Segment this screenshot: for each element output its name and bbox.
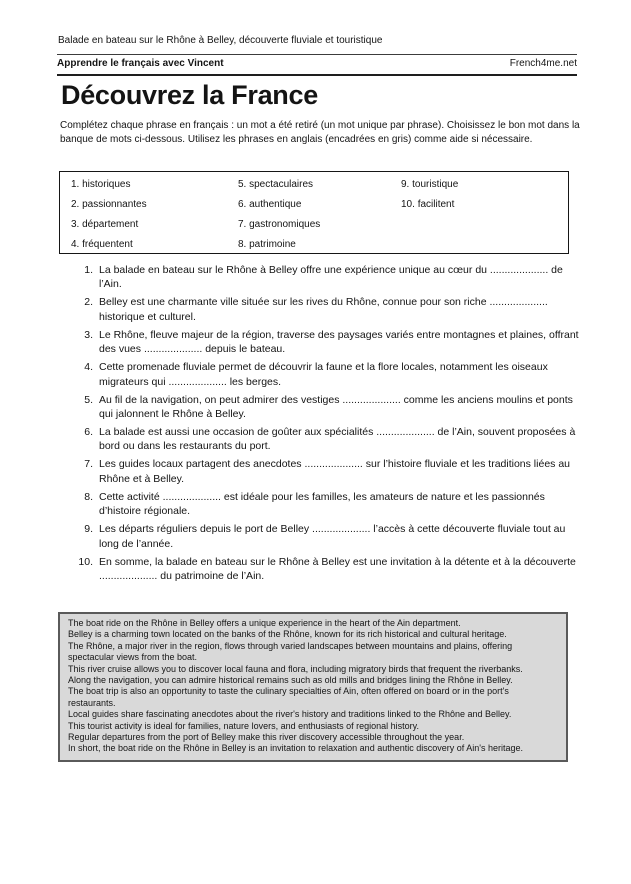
word-bank-item-word: patrimoine — [249, 239, 296, 250]
exercise-item-text: Belley est une charmante ville située sur les rives du Rhône, connue pour son riche .................... historique et culturel. — [99, 296, 548, 323]
exercise-item — [57, 328, 581, 357]
word-bank-item-number: 2. — [71, 199, 80, 210]
word-bank-item-number: 7. — [238, 219, 247, 230]
header-divider-bottom — [57, 74, 577, 76]
word-bank-item — [71, 199, 238, 219]
masthead-brand: Apprendre le français avec Vincent — [57, 58, 224, 69]
word-bank-item-word: touristique — [412, 179, 459, 190]
english-line: The boat trip is also an opportunity to taste the culinary specialties of Ain, often offered on board or in the port's restaurants. — [68, 686, 509, 708]
header-divider-top — [57, 54, 577, 55]
exercise-item — [57, 457, 581, 486]
word-bank-item-number: 3. — [71, 219, 80, 230]
exercise-item — [57, 490, 581, 519]
word-bank-item — [401, 179, 568, 199]
word-bank-item — [71, 239, 238, 259]
word-bank-grid — [71, 179, 568, 259]
word-bank-box — [59, 171, 569, 254]
exercise-item-number: 4. — [84, 361, 93, 374]
exercise-item-text: Cette activité .................... est idéale pour les familles, les amateurs de nature et les passionnés d’histoire régionale. — [99, 490, 545, 518]
english-line: The Rhône, a major river in the region, flows through varied landscapes between mountains and plains, offering spectacular views from the boat. — [68, 640, 513, 663]
word-bank-item-number: 10. — [401, 199, 415, 210]
word-bank-item-number: 4. — [71, 239, 80, 250]
exercise-item-number: 7. — [84, 458, 93, 471]
word-bank-item-number: 1. — [71, 179, 80, 190]
word-bank-item-number: 9. — [401, 179, 410, 190]
english-help-box — [58, 612, 568, 762]
instructions-text: Complétez chaque phrase en français : un mot a été retiré (un mot unique par phrase). Choisissez le bon mot dans la banque de mots ci-dessous. Utilisez les phrases en anglais (encadrées en gris) comme aide si nécessaire. — [60, 120, 580, 145]
word-bank-item-number: 6. — [238, 199, 247, 210]
exercise-item-number: 10. — [78, 555, 93, 568]
exercise-item-text: La balade en bateau sur le Rhône à Belley offre une expérience unique au cœur du .................... de l’Ain. — [99, 264, 563, 291]
exercise-item-text: La balade est aussi une occasion de goûter aux spécialités .................... de l’Ain, souvent proposées à bord ou dans les restaurants du port. — [99, 426, 576, 453]
english-line: Local guides share fascinating anecdotes about the river's history and traditions linked to the Rhône and Belley. — [68, 709, 512, 720]
word-bank-item — [238, 199, 401, 219]
word-bank-item — [238, 179, 401, 199]
word-bank-item-word: fréquentent — [82, 239, 133, 250]
word-bank-item — [401, 199, 568, 219]
exercise-item-text: Le Rhône, fleuve majeur de la région, traverse des paysages variés entre montagnes et plaines, offrant des vues .................... depuis le bateau. — [99, 328, 579, 356]
exercise-item-number: 1. — [84, 264, 93, 276]
word-bank-item-number: 8. — [238, 239, 247, 250]
word-bank-item-word: authentique — [249, 199, 302, 210]
exercise-item-number: 2. — [84, 296, 93, 309]
english-line: Regular departures from the port of Belley make this river discovery accessible throughout the year. — [68, 732, 465, 743]
exercise-item — [57, 295, 581, 324]
word-bank-item — [71, 179, 238, 199]
exercise-item — [57, 425, 581, 454]
exercise-item-number: 6. — [84, 426, 93, 439]
word-bank-item-word: département — [82, 219, 139, 230]
word-bank-item — [238, 219, 401, 239]
word-bank-item-word: passionnantes — [82, 199, 147, 210]
exercise-item-text: Cette promenade fluviale permet de découvrir la faune et la flore locales, notamment les oiseaux migrateurs qui .................... les berges. — [99, 361, 548, 388]
english-line: This river cruise allows you to discover local fauna and flora, including migratory birds that frequent the riverbanks. — [68, 663, 523, 674]
exercise-item-number: 9. — [84, 523, 93, 536]
word-bank-item-word: historiques — [82, 179, 131, 190]
exercise-item — [57, 360, 581, 389]
exercise-list — [57, 263, 581, 587]
word-bank-item-word: gastronomiques — [249, 219, 321, 230]
document-subtitle: Balade en bateau sur le Rhône à Belley, découverte fluviale et touristique — [58, 35, 383, 46]
english-line: Along the navigation, you can admire historical remains such as old mills and bridges lining the Rhône in Belley. — [68, 675, 513, 686]
exercise-item — [57, 555, 581, 584]
english-line: The boat ride on the Rhône in Belley offers a unique experience in the heart of the Ain department. — [68, 618, 461, 628]
exercise-item — [57, 522, 581, 551]
exercise-item-text: En somme, la balade en bateau sur le Rhône à Belley est une invitation à la détente et à la découverte .................... du patrimoine de l’Ain. — [99, 555, 576, 583]
word-bank-item — [238, 239, 401, 259]
exercise-item — [57, 263, 581, 292]
word-bank-item-word: facilitent — [417, 199, 455, 210]
masthead-website: French4me.net — [509, 58, 577, 69]
exercise-item-text: Au fil de la navigation, on peut admirer des vestiges .................... comme les anciens moulins et ponts qui jalonnent le Rhône à Belley. — [99, 393, 573, 421]
exercise-item-number: 8. — [84, 490, 93, 503]
exercise-item — [57, 393, 581, 422]
english-line: In short, the boat ride on the Rhône in Belley is an invitation to relaxation and authentic discovery of Ain's heritage. — [68, 743, 523, 754]
page-title: Découvrez la France — [61, 80, 318, 110]
masthead — [57, 58, 577, 69]
exercise-item-number: 5. — [84, 393, 93, 406]
word-bank-item-number: 5. — [238, 179, 247, 190]
exercise-item-text: Les départs réguliers depuis le port de Belley .................... l’accès à cette découverte fluviale tout au long de l’année. — [99, 523, 566, 550]
exercise-item-number: 3. — [84, 328, 93, 341]
english-line: This tourist activity is ideal for families, nature lovers, and enthusiasts of regional history. — [68, 720, 419, 731]
word-bank-item — [71, 219, 238, 239]
exercise-item-text: Les guides locaux partagent des anecdotes .................... sur l’histoire fluviale et les traditions liées au Rhône et à Belley. — [99, 458, 571, 485]
word-bank-item-word: spectaculaires — [249, 179, 314, 190]
english-line: Belley is a charming town located on the banks of the Rhône, known for its rich historical and cultural heritage. — [68, 629, 507, 640]
